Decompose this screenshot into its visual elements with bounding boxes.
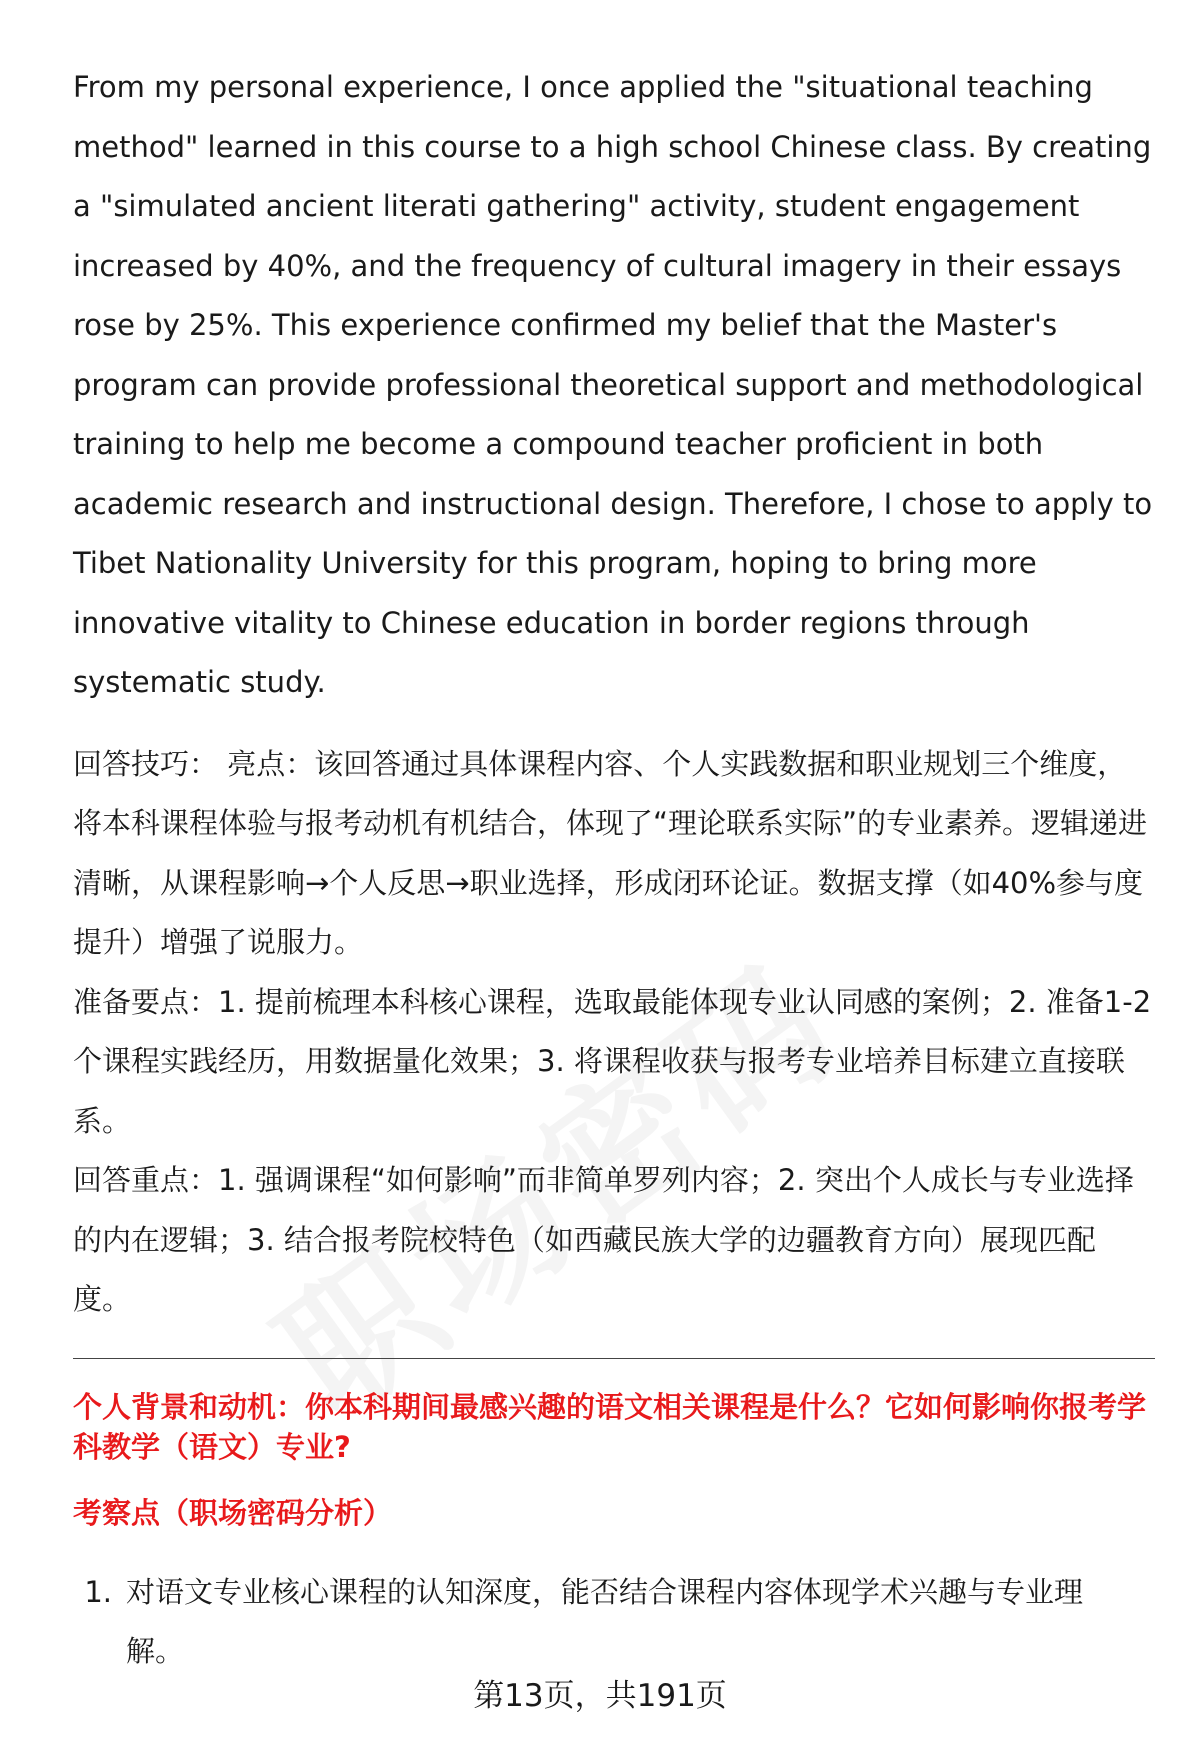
- assessment-list: [73, 1563, 1153, 1682]
- section-divider: [73, 1358, 1155, 1359]
- list-item-number: 1.: [84, 1574, 112, 1609]
- list-item-text: 对语文专业核心课程的认知深度，能否结合课程内容体现学术兴趣与专业理解。: [126, 1574, 1084, 1668]
- english-answer-paragraph: From my personal experience, I once applied the "situational teaching method" learned in this course to a high school Chinese class. By creating a "simulated ancient literati gathering" activity, student engagement increased by 40%, and the frequency of cultural imagery in their essays rose by 25%. This experience confirmed my belief that the Master's program can provide professional theoretical support and methodological training to help me become a compound teacher proficient in both academic research and instructional design. Therefore, I chose to apply to Tibet Nationality University for this program, hoping to bring more innovative vitality to Chinese education in border regions through systematic study.: [73, 70, 1153, 699]
- page-footer: 第13页，共191页: [473, 1678, 727, 1714]
- tip-focus: 回答重点：1. 强调课程“如何影响”而非简单罗列内容；2. 突出个人成长与专业选择的内在逻辑；3. 结合报考院校特色（如西藏民族大学的边疆教育方向）展现匹配度。: [73, 1163, 1134, 1316]
- question-heading: 个人背景和动机：你本科期间最感兴趣的语文相关课程是什么？它如何影响你报考学科教学（语文）专业?: [73, 1389, 1147, 1464]
- tip-highlight: 回答技巧： 亮点：该回答通过具体课程内容、个人实践数据和职业规划三个维度，将本科课程体验与报考动机有机结合，体现了“理论联系实际”的专业素养。逻辑递进清晰，从课程影响→个人反思→职业选择，形成闭环论证。数据支撑（如40%参与度提升）增强了说服力。: [73, 746, 1148, 959]
- tip-preparation: 准备要点：1. 提前梳理本科核心课程，选取最能体现专业认同感的案例；2. 准备1-2个课程实践经历，用数据量化效果；3. 将课程收获与报考专业培养目标建立直接联系。: [73, 984, 1152, 1138]
- page-content: [73, 58, 1153, 1682]
- list-item: [73, 1563, 1153, 1682]
- answer-tips: [73, 735, 1153, 1330]
- assessment-subheading: 考察点（职场密码分析）: [73, 1495, 393, 1530]
